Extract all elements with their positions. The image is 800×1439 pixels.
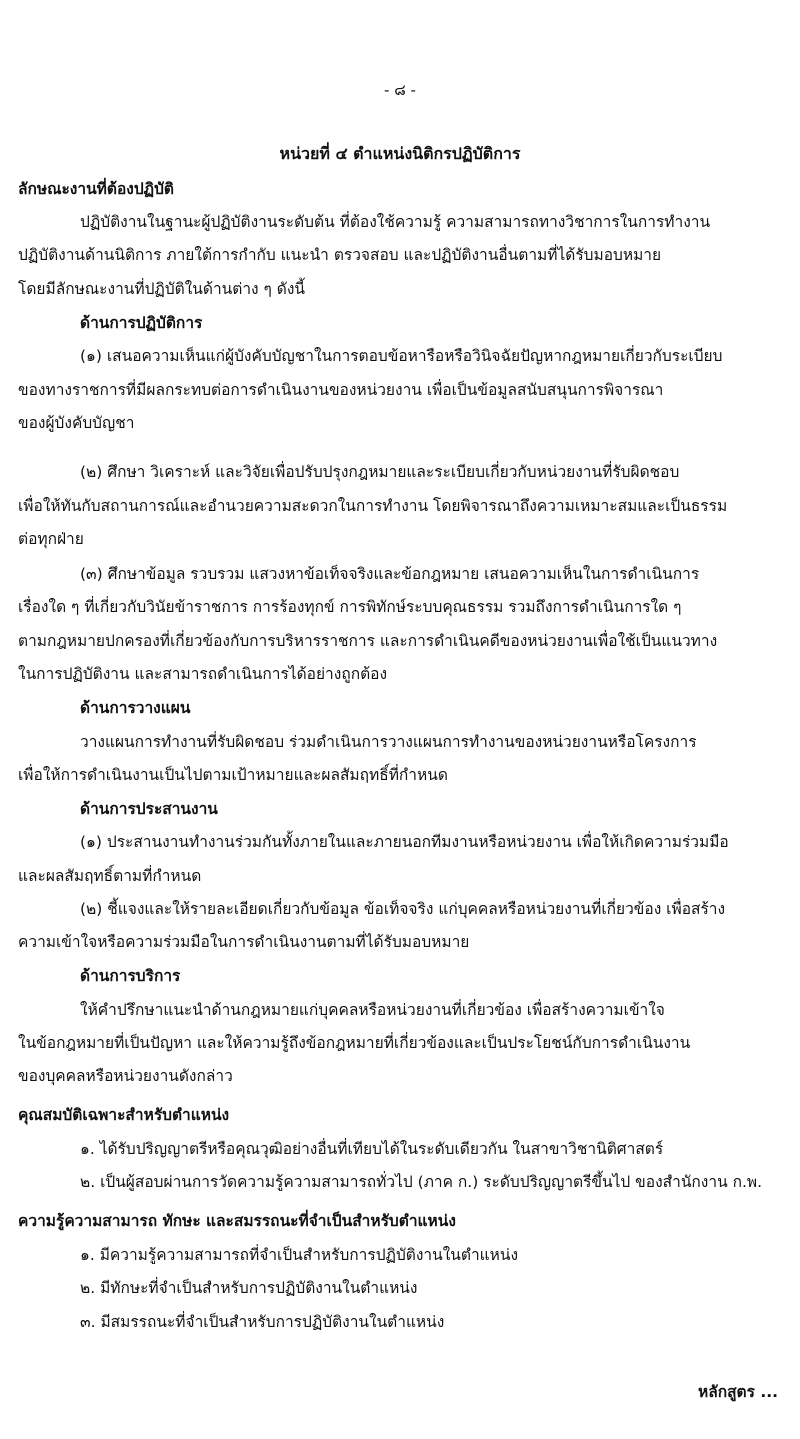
- operations-item3-line: ตามกฎหมายปกครองที่เกี่ยวข้องกับการบริหารราชการ และการดำเนินคดีของหน่วยงานเพื่อใช้เป็นแนวทาง: [18, 632, 718, 650]
- competency-item: ๒. มีทักษะที่จำเป็นสำหรับการปฏิบัติงานในตำแหน่ง: [80, 1279, 418, 1297]
- planning-heading: ด้านการวางแผน: [80, 699, 191, 717]
- coordination-item1-line: และผลสัมฤทธิ์ตามที่กำหนด: [18, 867, 202, 885]
- job-nature-heading: ลักษณะงานที่ต้องปฏิบัติ: [18, 180, 174, 198]
- service-line: ในข้อกฎหมายที่เป็นปัญหา และให้ความรู้ถึงข้อกฎหมายที่เกี่ยวข้องและเป็นประโยชน์กับการดำเนินงาน: [18, 1034, 691, 1052]
- qualifications-heading: คุณสมบัติเฉพาะสำหรับตำแหน่ง: [18, 1106, 230, 1124]
- qualification-item: ๑. ได้รับปริญญาตรีหรือคุณวุฒิอย่างอื่นที่เทียบได้ในระดับเดียวกัน ในสาขาวิชานิติศาสตร์: [80, 1140, 664, 1158]
- unit-title: หน่วยที่ ๔ ตำแหน่งนิติกรปฏิบัติการ: [279, 144, 521, 163]
- operations-item1-line: ของทางราชการที่มีผลกระทบต่อการดำเนินงานของหน่วยงาน เพื่อเป็นข้อมูลสนับสนุนการพิจารณา: [18, 381, 664, 399]
- service-line: ของบุคคลหรือหน่วยงานดังกล่าว: [18, 1067, 233, 1085]
- coordination-item2-line: ความเข้าใจหรือความร่วมมือในการดำเนินงานตามที่ได้รับมอบหมาย: [18, 933, 470, 951]
- competency-item: ๑. มีความรู้ความสามารถที่จำเป็นสำหรับการปฏิบัติงานในตำแหน่ง: [80, 1246, 519, 1264]
- operations-item1-line: ของผู้บังคับบัญชา: [18, 414, 135, 432]
- competency-item: ๓. มีสมรรถนะที่จำเป็นสำหรับการปฏิบัติงานในตำแหน่ง: [80, 1313, 445, 1331]
- operations-item3-line: เรื่องใด ๆ ที่เกี่ยวกับวินัยข้าราชการ การร้องทุกข์ การพิทักษ์ระบบคุณธรรม รวมถึงการดำเนินการใด ๆ: [18, 598, 682, 616]
- operations-item2-line: ต่อทุกฝ่าย: [18, 530, 84, 548]
- continuation-text: หลักสูตร ...: [697, 1383, 778, 1401]
- service-heading: ด้านการบริการ: [80, 967, 181, 985]
- operations-item1-line: (๑) เสนอความเห็นแก่ผู้บังคับบัญชาในการตอบข้อหารือหรือวินิจฉัยปัญหากฎหมายเกี่ยวกับระเบียบ: [80, 347, 723, 365]
- operations-heading: ด้านการปฏิบัติการ: [80, 314, 203, 332]
- job-nature-intro-line: โดยมีลักษณะงานที่ปฏิบัติในด้านต่าง ๆ ดังนี้: [18, 280, 306, 298]
- operations-item2-line: (๒) ศึกษา วิเคราะห์ และวิจัยเพื่อปรับปรุงกฎหมายและระเบียบเกี่ยวกับหน่วยงานที่รับผิดชอบ: [80, 463, 680, 481]
- coordination-item1-line: (๑) ประสานงานทำงานร่วมกันทั้งภายในและภายนอกทีมงานหรือหน่วยงาน เพื่อให้เกิดความร่วมมือ: [80, 833, 729, 851]
- coordination-item2-line: (๒) ชี้แจงและให้รายละเอียดเกี่ยวกับข้อมูล ข้อเท็จจริง แก่บุคคลหรือหน่วยงานที่เกี่ยวข้อง เพื่อสร้าง: [80, 900, 726, 918]
- operations-item3-line: ในการปฏิบัติงาน และสามารถดำเนินการได้อย่างถูกต้อง: [18, 665, 388, 683]
- job-nature-intro-line: ปฏิบัติงานในฐานะผู้ปฏิบัติงานระดับต้น ที่ต้องใช้ความรู้ ความสามารถทางวิชาการในการทำงาน: [80, 213, 711, 231]
- operations-item3-line: (๓) ศึกษาข้อมูล รวบรวม แสวงหาข้อเท็จจริงและข้อกฎหมาย เสนอความเห็นในการดำเนินการ: [80, 565, 700, 583]
- page-number: - ๘ -: [384, 81, 416, 99]
- planning-line: วางแผนการทำงานที่รับผิดชอบ ร่วมดำเนินการวางแผนการทำงานของหน่วยงานหรือโครงการ: [80, 733, 697, 751]
- qualification-item: ๒. เป็นผู้สอบผ่านการวัดความรู้ความสามารถทั่วไป (ภาค ก.) ระดับปริญญาตรีขึ้นไป ของสำนักงาน ก.พ.: [80, 1173, 763, 1191]
- service-line: ให้คำปรึกษาแนะนำด้านกฎหมายแก่บุคคลหรือหน่วยงานที่เกี่ยวข้อง เพื่อสร้างความเข้าใจ: [80, 1001, 665, 1019]
- competencies-heading: ความรู้ความสามารถ ทักษะ และสมรรถนะที่จำเป็นสำหรับตำแหน่ง: [18, 1212, 456, 1230]
- operations-item2-line: เพื่อให้ทันกับสถานการณ์และอำนวยความสะดวกในการทำงาน โดยพิจารณาถึงความเหมาะสมและเป็นธรรม: [18, 497, 728, 515]
- job-nature-intro-line: ปฏิบัติงานด้านนิติการ ภายใต้การกำกับ แนะนำ ตรวจสอบ และปฏิบัติงานอื่นตามที่ได้รับมอบหมาย: [18, 246, 662, 264]
- planning-line: เพื่อให้การดำเนินงานเป็นไปตามเป้าหมายและผลสัมฤทธิ์ที่กำหนด: [18, 766, 448, 784]
- coordination-heading: ด้านการประสานงาน: [80, 800, 218, 818]
